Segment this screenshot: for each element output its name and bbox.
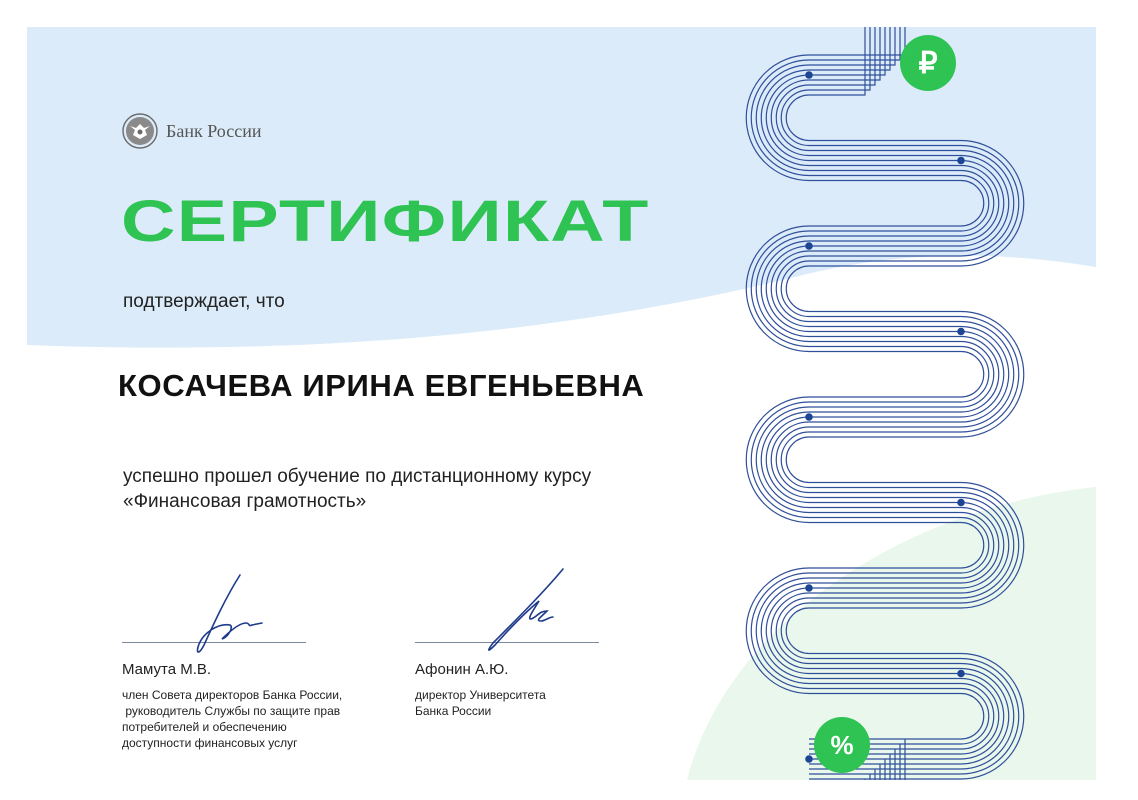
track-dot (805, 584, 813, 592)
course-name: «Финансовая грамотность» (123, 491, 367, 512)
track-dot (805, 755, 813, 763)
percent-icon: % (814, 717, 870, 773)
track-dot (805, 71, 813, 79)
signature-area (122, 567, 362, 647)
track-dot (957, 499, 965, 507)
signatory-2 (415, 567, 655, 719)
signatory-2-name: Афонин А.Ю. (415, 661, 509, 678)
completion-line-1: успешно прошел обучение по дистанционному курсу (123, 466, 592, 487)
bottom-mint-band (687, 487, 1096, 780)
completion-text (123, 464, 591, 514)
signatory-2-role-line: директор Университета (415, 688, 546, 702)
signatory-1-role-line: член Совета директоров Банка России, (122, 688, 343, 702)
confirms-text: подтверждает, что (123, 291, 285, 312)
signatory-1 (122, 567, 362, 751)
track-dot (957, 328, 965, 336)
signatory-2-role (415, 687, 655, 719)
signatory-1-role (122, 687, 362, 751)
signature-area (415, 567, 655, 647)
certificate-sheet (27, 27, 1096, 780)
signatory-1-role-line: потребителей и обеспечению (122, 720, 287, 734)
signatory-2-role-line: Банка России (415, 704, 492, 718)
bank-name: Банк России (166, 120, 262, 141)
certificate-title: СЕРТИФИКАТ (121, 189, 650, 254)
track-dot (805, 242, 813, 250)
track-dot (957, 157, 965, 165)
bank-logo (122, 112, 261, 150)
signatory-1-role-line: руководитель Службы по защите прав (122, 704, 341, 718)
track-dot (957, 670, 965, 678)
recipient-name: КОСАЧЕВА ИРИНА ЕВГЕНЬЕВНА (118, 368, 645, 403)
double-eagle-emblem-icon (122, 113, 158, 149)
signatory-1-name: Мамута М.В. (122, 661, 212, 678)
track-dot (805, 413, 813, 421)
signatory-1-role-line: доступности финансовых услуг (122, 736, 298, 750)
signature-afonin (415, 567, 615, 657)
ruble-icon: ₽ (900, 35, 956, 91)
signature-mamuta (122, 567, 322, 657)
